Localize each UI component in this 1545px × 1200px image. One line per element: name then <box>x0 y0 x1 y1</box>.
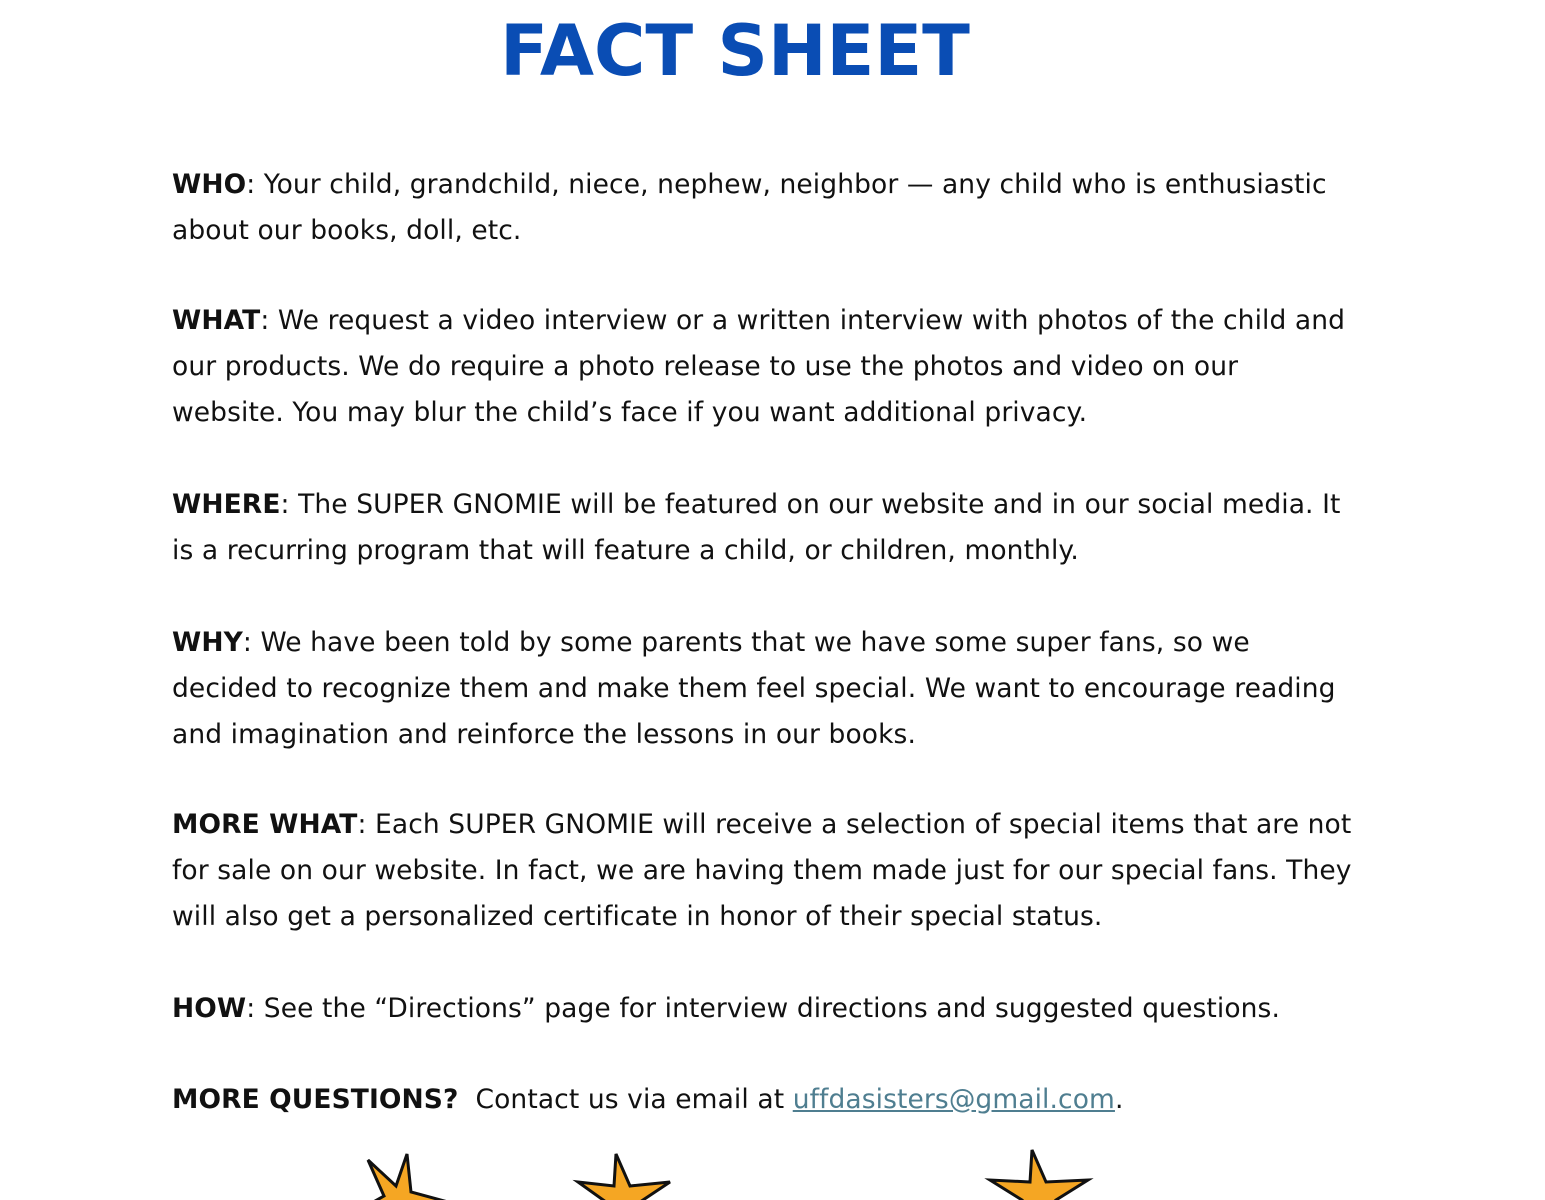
section-what <box>172 298 1352 436</box>
section-text-more-questions: Contact us via email at <box>458 1084 793 1115</box>
section-label-why: WHY <box>172 627 243 658</box>
section-label-what: WHAT <box>172 305 261 336</box>
section-label-who: WHO <box>172 169 247 200</box>
section-how <box>172 986 1352 1032</box>
section-text-who: : Your child, grandchild, niece, nephew, neighbor — any child who is enthusiastic about our books, doll, etc. <box>172 169 1327 246</box>
section-text-what: : We request a video interview or a written interview with photos of the child and our products. We do require a photo release to use the photos and video on our website. You may blur the child’s face if you want additional privacy. <box>172 305 1346 428</box>
section-label-how: HOW <box>172 993 247 1024</box>
section-text-more-what: : Each SUPER GNOMIE will receive a selection of special items that are not for sale on our website. In fact, we are having them made just for our special fans. They will also get a personalized certificate in honor of their special status. <box>172 809 1352 932</box>
section-label-where: WHERE <box>172 489 281 520</box>
section-where <box>172 482 1352 574</box>
section-more-what <box>172 802 1352 940</box>
section-label-more-what: MORE WHAT <box>172 809 358 840</box>
section-label-more-questions: MORE QUESTIONS? <box>172 1084 459 1115</box>
section-text-how: : See the “Directions” page for interview directions and suggested questions. <box>246 993 1280 1024</box>
star-icon <box>352 1154 448 1200</box>
section-text-where: : The SUPER GNOMIE will be featured on our website and in our social media. It is a recurring program that will feature a child, or children, monthly. <box>172 489 1341 566</box>
page-title: FACT SHEET <box>500 10 970 92</box>
star-icon <box>578 1154 670 1200</box>
section-text-why: : We have been told by some parents that we have some super fans, so we decided to recognize them and make them feel special. We want to encourage reading and imagination and reinforce the lessons in our books. <box>172 627 1336 750</box>
section-text-more-questions-end: . <box>1114 1084 1124 1115</box>
section-who <box>172 162 1352 254</box>
email-link[interactable]: uffdasisters@gmail.com <box>792 1084 1115 1115</box>
star-decorations <box>0 1140 1545 1200</box>
section-why <box>172 620 1352 758</box>
section-more-questions <box>172 1077 1352 1123</box>
